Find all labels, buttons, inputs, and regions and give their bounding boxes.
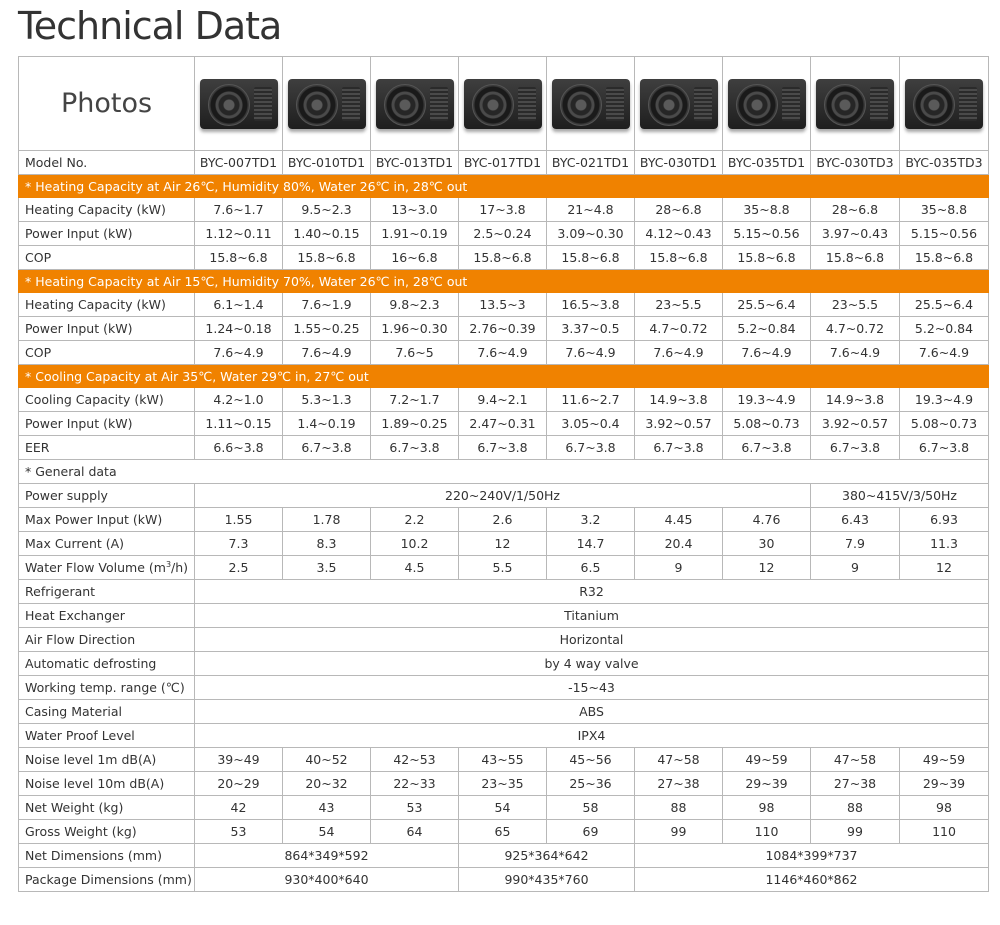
heat-pump-image [376, 79, 454, 129]
power-supply-td1: 220~240V/1/50Hz [195, 484, 811, 508]
spec-value: 9.8~2.3 [371, 293, 459, 317]
model-cell: BYC-007TD1 [195, 151, 283, 175]
water-proof-row [19, 724, 989, 748]
section-header [19, 270, 989, 293]
noise-1m-value: 43~55 [459, 748, 547, 772]
net-weight-value: 58 [547, 796, 635, 820]
refrigerant-row [19, 580, 989, 604]
spec-value: 21~4.8 [547, 198, 635, 222]
max-power-value: 6.93 [900, 508, 989, 532]
max-current-value: 11.3 [900, 532, 989, 556]
spec-value: 5.15~0.56 [723, 222, 811, 246]
spec-value: 7.6~1.7 [195, 198, 283, 222]
max-current-value: 7.3 [195, 532, 283, 556]
model-cell: BYC-035TD3 [900, 151, 989, 175]
spec-value: 23~5.5 [635, 293, 723, 317]
spec-value: 7.6~4.9 [459, 341, 547, 365]
noise-1m-label: Noise level 1m dB(A) [19, 748, 195, 772]
spec-value: 1.89~0.25 [371, 412, 459, 436]
spec-value: 7.6~1.9 [283, 293, 371, 317]
noise-10m-value: 27~38 [635, 772, 723, 796]
gross-weight-value: 99 [811, 820, 900, 844]
spec-value: 6.6~3.8 [195, 436, 283, 460]
gross-weight-value: 110 [900, 820, 989, 844]
spec-value: 19.3~4.9 [900, 388, 989, 412]
air-flow-value: Horizontal [195, 628, 989, 652]
spec-value: 25.5~6.4 [723, 293, 811, 317]
spec-label: Heating Capacity (kW) [19, 293, 195, 317]
spec-value: 6.7~3.8 [811, 436, 900, 460]
gross-weight-value: 99 [635, 820, 723, 844]
max-current-value: 7.9 [811, 532, 900, 556]
spec-value: 23~5.5 [811, 293, 900, 317]
spec-value: 6.7~3.8 [547, 436, 635, 460]
spec-value: 5.2~0.84 [900, 317, 989, 341]
spec-value: 15.8~6.8 [635, 246, 723, 270]
noise-1m-value: 49~59 [900, 748, 989, 772]
water-flow-value: 9 [635, 556, 723, 580]
spec-label: COP [19, 246, 195, 270]
product-photo [723, 57, 811, 151]
spec-value: 3.92~0.57 [635, 412, 723, 436]
net-dimensions-value: 1084*399*737 [635, 844, 989, 868]
defrosting-value: by 4 way valve [195, 652, 989, 676]
spec-row [19, 341, 989, 365]
water-flow-label [19, 556, 195, 580]
gross-weight-value: 54 [283, 820, 371, 844]
power-supply-row [19, 484, 989, 508]
net-weight-value: 42 [195, 796, 283, 820]
spec-row [19, 222, 989, 246]
temp-range-label: Working temp. range (℃) [19, 676, 195, 700]
spec-value: 7.6~4.9 [900, 341, 989, 365]
section-title: * Heating Capacity at Air 15℃, Humidity 70%, Water 26℃ in, 28℃ out [19, 270, 989, 293]
spec-value: 9.4~2.1 [459, 388, 547, 412]
defrosting-label: Automatic defrosting [19, 652, 195, 676]
spec-value: 14.9~3.8 [811, 388, 900, 412]
temp-range-row [19, 676, 989, 700]
spec-value: 7.6~4.9 [547, 341, 635, 365]
water-flow-value: 5.5 [459, 556, 547, 580]
noise-1m-value: 47~58 [635, 748, 723, 772]
model-label: Model No. [19, 151, 195, 175]
spec-value: 1.24~0.18 [195, 317, 283, 341]
spec-value: 3.05~0.4 [547, 412, 635, 436]
max-power-row [19, 508, 989, 532]
water-proof-label: Water Proof Level [19, 724, 195, 748]
spec-value: 7.6~5 [371, 341, 459, 365]
spec-value: 28~6.8 [635, 198, 723, 222]
model-cell: BYC-021TD1 [547, 151, 635, 175]
spec-row [19, 293, 989, 317]
water-flow-value: 3.5 [283, 556, 371, 580]
noise-1m-row [19, 748, 989, 772]
noise-1m-value: 49~59 [723, 748, 811, 772]
gross-weight-value: 53 [195, 820, 283, 844]
spec-value: 7.6~4.9 [283, 341, 371, 365]
spec-value: 19.3~4.9 [723, 388, 811, 412]
spec-value: 25.5~6.4 [900, 293, 989, 317]
spec-row [19, 246, 989, 270]
water-flow-value: 12 [900, 556, 989, 580]
spec-label: Heating Capacity (kW) [19, 198, 195, 222]
noise-10m-row [19, 772, 989, 796]
product-photo [811, 57, 900, 151]
spec-value: 7.6~4.9 [195, 341, 283, 365]
section-header [19, 365, 989, 388]
spec-value: 6.1~1.4 [195, 293, 283, 317]
spec-label: Cooling Capacity (kW) [19, 388, 195, 412]
heat-pump-image [816, 79, 894, 129]
noise-10m-value: 23~35 [459, 772, 547, 796]
heat-pump-image [728, 79, 806, 129]
max-current-value: 12 [459, 532, 547, 556]
noise-10m-value: 20~32 [283, 772, 371, 796]
net-weight-value: 43 [283, 796, 371, 820]
spec-row [19, 412, 989, 436]
technical-data-table [18, 56, 989, 892]
gross-weight-value: 110 [723, 820, 811, 844]
product-photo [459, 57, 547, 151]
product-photo [371, 57, 459, 151]
spec-value: 7.2~1.7 [371, 388, 459, 412]
noise-10m-label: Noise level 10m dB(A) [19, 772, 195, 796]
net-dimensions-value: 925*364*642 [459, 844, 635, 868]
spec-value: 15.8~6.8 [283, 246, 371, 270]
spec-row [19, 198, 989, 222]
spec-value: 7.6~4.9 [811, 341, 900, 365]
spec-value: 1.40~0.15 [283, 222, 371, 246]
spec-value: 6.7~3.8 [900, 436, 989, 460]
max-power-value: 2.6 [459, 508, 547, 532]
heat-pump-image [905, 79, 983, 129]
max-power-value: 3.2 [547, 508, 635, 532]
package-dimensions-value: 1146*460*862 [635, 868, 989, 892]
spec-value: 5.3~1.3 [283, 388, 371, 412]
spec-value: 6.7~3.8 [459, 436, 547, 460]
noise-10m-value: 25~36 [547, 772, 635, 796]
defrosting-row [19, 652, 989, 676]
gross-weight-value: 65 [459, 820, 547, 844]
spec-value: 1.4~0.19 [283, 412, 371, 436]
spec-value: 11.6~2.7 [547, 388, 635, 412]
heat-exchanger-label: Heat Exchanger [19, 604, 195, 628]
photos-label: Photos [19, 57, 195, 151]
model-cell: BYC-030TD3 [811, 151, 900, 175]
heat-pump-image [640, 79, 718, 129]
spec-value: 15.8~6.8 [547, 246, 635, 270]
spec-value: 1.96~0.30 [371, 317, 459, 341]
model-cell: BYC-035TD1 [723, 151, 811, 175]
spec-value: 35~8.8 [723, 198, 811, 222]
spec-value: 35~8.8 [900, 198, 989, 222]
spec-value: 2.47~0.31 [459, 412, 547, 436]
max-power-value: 4.76 [723, 508, 811, 532]
spec-value: 6.7~3.8 [723, 436, 811, 460]
noise-1m-value: 42~53 [371, 748, 459, 772]
spec-value: 5.08~0.73 [900, 412, 989, 436]
spec-value: 4.2~1.0 [195, 388, 283, 412]
section-title: * Cooling Capacity at Air 35℃, Water 29℃ in, 27℃ out [19, 365, 989, 388]
water-flow-value: 9 [811, 556, 900, 580]
spec-value: 1.55~0.25 [283, 317, 371, 341]
page-title: Technical Data [18, 4, 282, 48]
spec-value: 13.5~3 [459, 293, 547, 317]
water-flow-value: 2.5 [195, 556, 283, 580]
noise-1m-value: 47~58 [811, 748, 900, 772]
max-power-label: Max Power Input (kW) [19, 508, 195, 532]
water-proof-value: IPX4 [195, 724, 989, 748]
spec-value: 1.12~0.11 [195, 222, 283, 246]
spec-value: 9.5~2.3 [283, 198, 371, 222]
model-cell: BYC-010TD1 [283, 151, 371, 175]
noise-1m-value: 40~52 [283, 748, 371, 772]
spec-value: 15.8~6.8 [723, 246, 811, 270]
general-header [19, 460, 989, 484]
gross-weight-value: 64 [371, 820, 459, 844]
net-weight-label: Net Weight (kg) [19, 796, 195, 820]
section-header [19, 175, 989, 198]
package-dimensions-row [19, 868, 989, 892]
noise-10m-value: 20~29 [195, 772, 283, 796]
spec-value: 5.15~0.56 [900, 222, 989, 246]
gross-weight-label: Gross Weight (kg) [19, 820, 195, 844]
water-flow-row [19, 556, 989, 580]
air-flow-label: Air Flow Direction [19, 628, 195, 652]
noise-1m-value: 45~56 [547, 748, 635, 772]
net-weight-row [19, 796, 989, 820]
spec-value: 28~6.8 [811, 198, 900, 222]
spec-value: 3.37~0.5 [547, 317, 635, 341]
spec-value: 6.7~3.8 [635, 436, 723, 460]
water-flow-label-unit: /h) [171, 560, 189, 576]
model-cell: BYC-017TD1 [459, 151, 547, 175]
heat-pump-image [464, 79, 542, 129]
net-weight-value: 98 [723, 796, 811, 820]
heat-pump-image [552, 79, 630, 129]
spec-value: 14.9~3.8 [635, 388, 723, 412]
gross-weight-row [19, 820, 989, 844]
spec-value: 4.7~0.72 [635, 317, 723, 341]
spec-value: 1.11~0.15 [195, 412, 283, 436]
heat-pump-image [288, 79, 366, 129]
product-photo [635, 57, 723, 151]
spec-value: 3.92~0.57 [811, 412, 900, 436]
casing-label: Casing Material [19, 700, 195, 724]
spec-value: 1.91~0.19 [371, 222, 459, 246]
product-photo [283, 57, 371, 151]
gross-weight-value: 69 [547, 820, 635, 844]
max-power-value: 4.45 [635, 508, 723, 532]
heat-pump-image [200, 79, 278, 129]
net-weight-value: 88 [635, 796, 723, 820]
water-flow-value: 6.5 [547, 556, 635, 580]
noise-1m-value: 39~49 [195, 748, 283, 772]
spec-value: 2.5~0.24 [459, 222, 547, 246]
spec-value: 7.6~4.9 [635, 341, 723, 365]
max-power-value: 1.78 [283, 508, 371, 532]
spec-label: Power Input (kW) [19, 222, 195, 246]
max-current-label: Max Current (A) [19, 532, 195, 556]
net-weight-value: 98 [900, 796, 989, 820]
spec-row [19, 388, 989, 412]
water-flow-value: 12 [723, 556, 811, 580]
water-flow-value: 4.5 [371, 556, 459, 580]
casing-value: ABS [195, 700, 989, 724]
spec-value: 4.7~0.72 [811, 317, 900, 341]
spec-value: 4.12~0.43 [635, 222, 723, 246]
net-dimensions-value: 864*349*592 [195, 844, 459, 868]
spec-value: 5.08~0.73 [723, 412, 811, 436]
general-title: * General data [19, 460, 989, 484]
refrigerant-label: Refrigerant [19, 580, 195, 604]
net-weight-value: 53 [371, 796, 459, 820]
noise-10m-value: 27~38 [811, 772, 900, 796]
refrigerant-value: R32 [195, 580, 989, 604]
spec-value: 17~3.8 [459, 198, 547, 222]
air-flow-row [19, 628, 989, 652]
spec-value: 3.09~0.30 [547, 222, 635, 246]
spec-value: 7.6~4.9 [723, 341, 811, 365]
casing-row [19, 700, 989, 724]
max-current-value: 10.2 [371, 532, 459, 556]
package-dimensions-label: Package Dimensions (mm) [19, 868, 195, 892]
net-weight-value: 54 [459, 796, 547, 820]
spec-row [19, 436, 989, 460]
net-weight-value: 88 [811, 796, 900, 820]
net-dimensions-row [19, 844, 989, 868]
spec-value: 3.97~0.43 [811, 222, 900, 246]
max-current-value: 30 [723, 532, 811, 556]
spec-value: 15.8~6.8 [459, 246, 547, 270]
spec-value: 16~6.8 [371, 246, 459, 270]
spec-row [19, 317, 989, 341]
package-dimensions-value: 930*400*640 [195, 868, 459, 892]
spec-value: 2.76~0.39 [459, 317, 547, 341]
max-current-value: 14.7 [547, 532, 635, 556]
max-current-row [19, 532, 989, 556]
model-cell: BYC-030TD1 [635, 151, 723, 175]
power-supply-label: Power supply [19, 484, 195, 508]
max-power-value: 2.2 [371, 508, 459, 532]
spec-label: EER [19, 436, 195, 460]
spec-value: 16.5~3.8 [547, 293, 635, 317]
spec-label: COP [19, 341, 195, 365]
spec-value: 5.2~0.84 [723, 317, 811, 341]
noise-10m-value: 29~39 [900, 772, 989, 796]
temp-range-value: -15~43 [195, 676, 989, 700]
photos-row [19, 57, 989, 151]
product-photo [900, 57, 989, 151]
spec-value: 15.8~6.8 [811, 246, 900, 270]
spec-value: 6.7~3.8 [371, 436, 459, 460]
power-supply-td3: 380~415V/3/50Hz [811, 484, 989, 508]
water-flow-label-sup: 3 [165, 559, 172, 569]
spec-value: 15.8~6.8 [900, 246, 989, 270]
spec-label: Power Input (kW) [19, 317, 195, 341]
product-photo [195, 57, 283, 151]
heat-exchanger-value: Titanium [195, 604, 989, 628]
water-flow-label-text: Water Flow Volume (m [25, 560, 166, 576]
spec-value: 6.7~3.8 [283, 436, 371, 460]
max-power-value: 6.43 [811, 508, 900, 532]
section-title: * Heating Capacity at Air 26℃, Humidity 80%, Water 26℃ in, 28℃ out [19, 175, 989, 198]
max-power-value: 1.55 [195, 508, 283, 532]
noise-10m-value: 29~39 [723, 772, 811, 796]
package-dimensions-value: 990*435*760 [459, 868, 635, 892]
max-current-value: 8.3 [283, 532, 371, 556]
noise-10m-value: 22~33 [371, 772, 459, 796]
spec-value: 13~3.0 [371, 198, 459, 222]
max-current-value: 20.4 [635, 532, 723, 556]
product-photo [547, 57, 635, 151]
net-dimensions-label: Net Dimensions (mm) [19, 844, 195, 868]
model-cell: BYC-013TD1 [371, 151, 459, 175]
model-row [19, 151, 989, 175]
spec-value: 15.8~6.8 [195, 246, 283, 270]
spec-label: Power Input (kW) [19, 412, 195, 436]
heat-exchanger-row [19, 604, 989, 628]
